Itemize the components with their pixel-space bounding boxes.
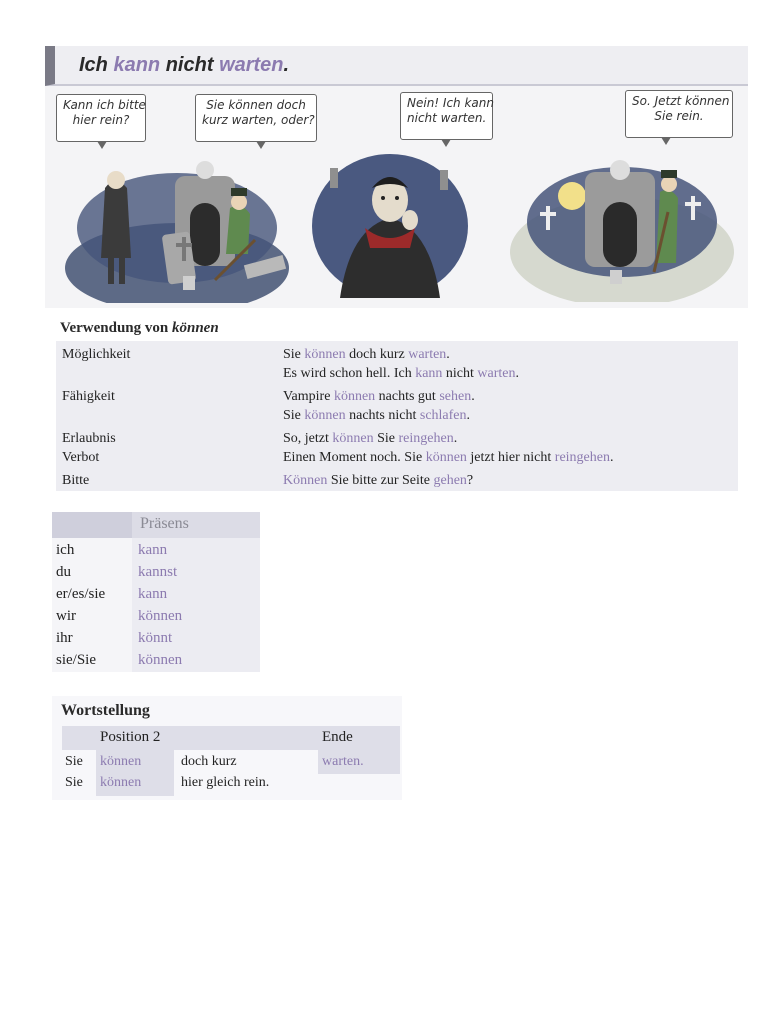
page-title: [79, 54, 289, 77]
bubble-2-line-2: kurz warten, oder?: [202, 113, 315, 127]
wortstellung-subject: Sie: [65, 754, 83, 769]
usage-examples: [283, 471, 473, 490]
usage-example: Es wird schon hell. Ich kann nicht warten.: [283, 366, 520, 381]
title-period: .: [283, 54, 290, 76]
usage-example: Sie können doch kurz warten.: [283, 347, 450, 362]
usage-category: [62, 345, 130, 364]
praesens-form: können: [138, 608, 183, 624]
praesens-form: kann: [138, 586, 168, 602]
praesens-pronoun: ich: [56, 542, 75, 558]
usage-category: [62, 387, 115, 406]
usage-heading: [60, 320, 219, 337]
usage-example: So, jetzt können Sie reingehen.: [283, 431, 458, 446]
praesens-form: könnt: [138, 630, 173, 646]
usage-category-label: Bitte: [62, 473, 90, 488]
praesens-header-label: Präsens: [140, 515, 189, 532]
usage-category: [62, 471, 89, 490]
title-bar: [45, 46, 748, 86]
usage-category-label: Verbot: [62, 450, 100, 465]
usage-category-label: Fähigkeit: [62, 389, 115, 404]
bubble-3-line-1: Nein! Ich kann: [407, 96, 494, 110]
praesens-pronoun: wir: [56, 608, 76, 624]
bubble-4-line-2: Sie rein.: [654, 109, 704, 123]
usage-category-label: Erlaubnis: [62, 431, 116, 446]
praesens-form: können: [138, 652, 183, 668]
bubble-2-line-1: Sie können doch: [206, 98, 306, 112]
wortstellung-header-ende: Ende: [322, 729, 353, 745]
praesens-pronoun: ihr: [56, 630, 73, 646]
usage-category-label: Möglichkeit: [62, 347, 131, 362]
praesens-header-blank: [52, 512, 132, 538]
usage-example: Vampire können nachts gut sehen.: [283, 389, 475, 404]
usage-example: Können Sie bitte zur Seite gehen?: [283, 473, 474, 488]
wortstellung-middle: doch kurz: [181, 754, 237, 769]
usage-section: [45, 308, 748, 490]
comic-illustration-crypt-open: [510, 152, 735, 302]
praesens-form: kann: [138, 542, 168, 558]
bubble-1-line-2: hier rein?: [72, 113, 130, 127]
bubble-3-line-2: nicht warten.: [407, 111, 487, 125]
wortstellung-subject: Sie: [65, 775, 83, 790]
title-word-ich: Ich: [79, 54, 108, 76]
speech-bubble-4: [625, 90, 733, 138]
comic-illustration-vampire: [310, 148, 470, 298]
praesens-form: kannst: [138, 564, 178, 580]
comic-illustration-crypt-gravedigger: [65, 148, 290, 303]
wortstellung-heading: Wortstellung: [61, 702, 150, 719]
praesens-table: [52, 512, 260, 672]
title-word-kann: kann: [113, 54, 161, 76]
bubble-1-line-1: Kann ich bitte: [63, 98, 146, 112]
praesens-pronoun: er/es/sie: [56, 586, 106, 602]
usage-examples: [283, 387, 475, 425]
speech-bubble-2: [195, 94, 317, 142]
wortstellung-verb: können: [100, 775, 142, 790]
wortstellung-end: warten.: [322, 754, 364, 769]
usage-examples: [283, 345, 519, 383]
wortstellung-middle: hier gleich rein.: [181, 775, 270, 790]
usage-table: [56, 341, 738, 491]
usage-heading-verb: können: [171, 320, 219, 336]
title-word-warten: warten: [219, 54, 284, 76]
speech-bubble-1: [56, 94, 146, 142]
usage-heading-text: Verwendung von: [60, 320, 169, 336]
title-word-nicht: nicht: [165, 54, 214, 76]
comic-strip: [45, 86, 748, 308]
usage-examples: [283, 429, 613, 467]
praesens-pronoun: du: [56, 564, 71, 580]
wortstellung-section: [52, 696, 402, 800]
usage-example: Einen Moment noch. Sie können jetzt hier nicht reingehen.: [283, 450, 614, 465]
praesens-pronoun: sie/Sie: [56, 652, 96, 668]
usage-category: [62, 429, 116, 467]
bubble-4-line-1: So. Jetzt können: [632, 94, 730, 108]
wortstellung-verb: können: [100, 754, 142, 769]
usage-example: Sie können nachts nicht schlafen.: [283, 408, 471, 423]
wortstellung-header-position2: Position 2: [100, 729, 161, 745]
speech-bubble-3: [400, 92, 493, 140]
